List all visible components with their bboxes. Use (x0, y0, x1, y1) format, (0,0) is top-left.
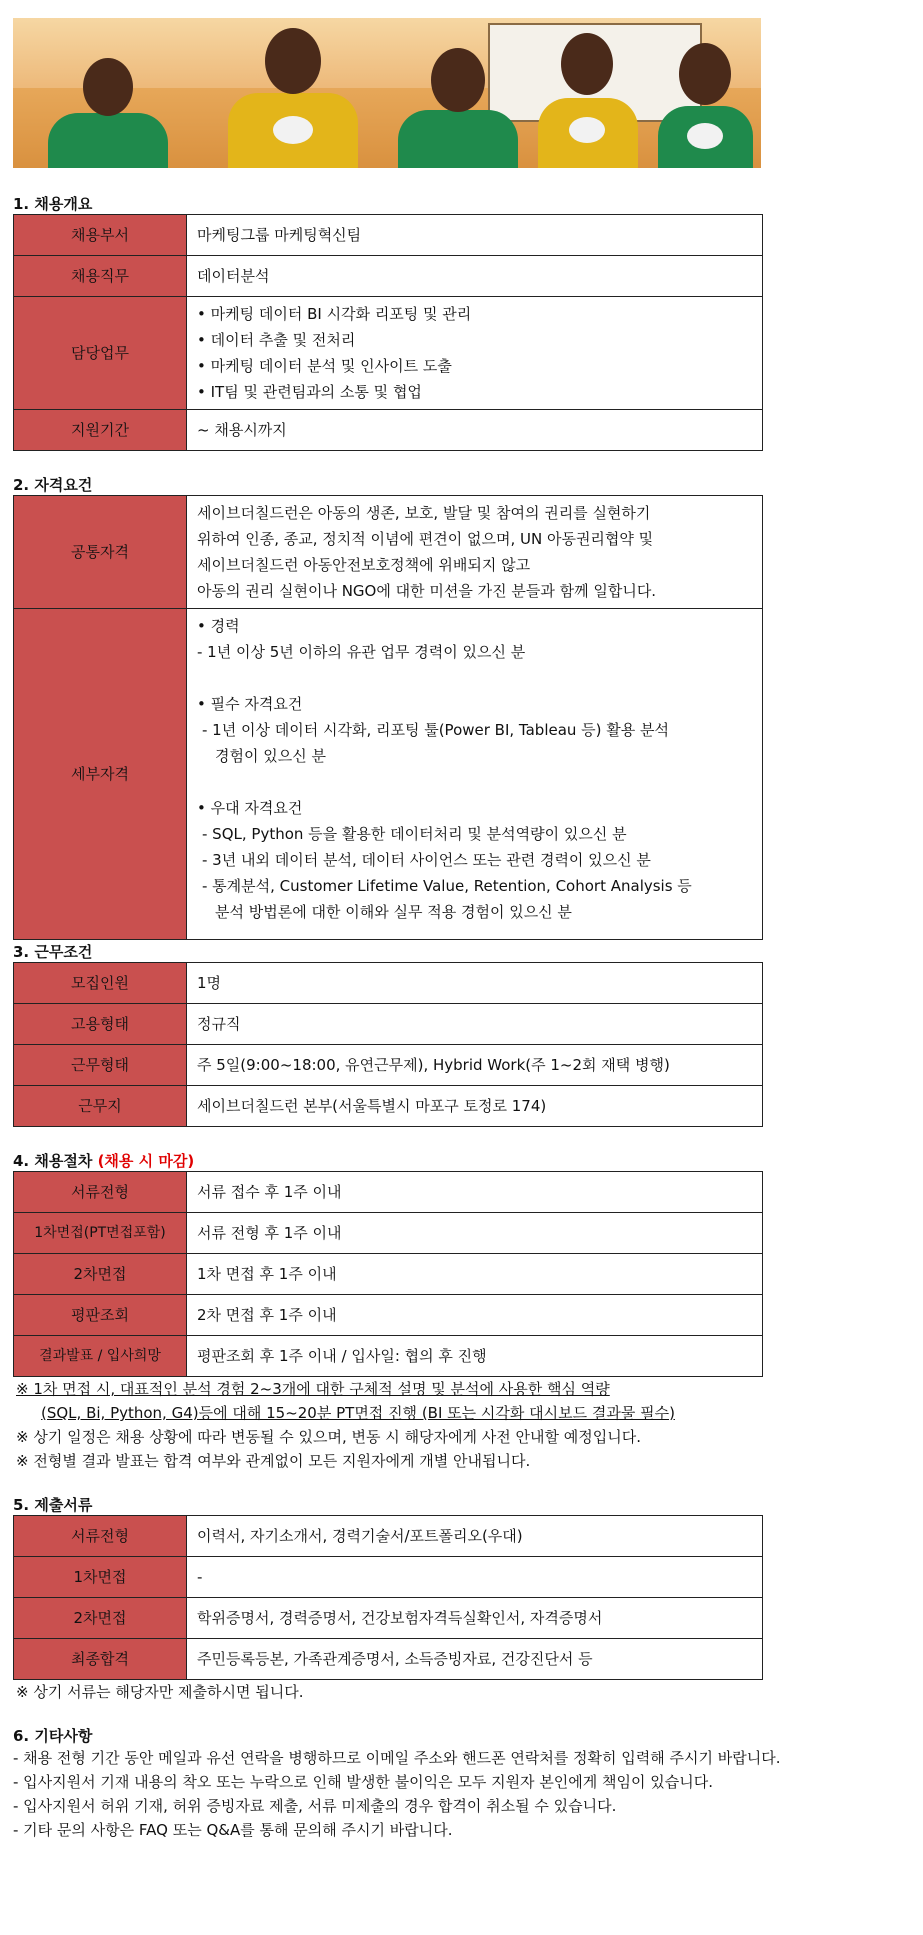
table-row (14, 215, 763, 256)
row-value: 1명 (187, 963, 763, 1004)
table-row (14, 1045, 763, 1086)
text-line: • 우대 자격요건 (197, 799, 303, 817)
row-value: 서류 접수 후 1주 이내 (187, 1172, 763, 1213)
text-line: - 통계분석, Customer Lifetime Value, Retention, Cohort Analysis 등 (202, 877, 692, 895)
table-row (14, 1557, 763, 1598)
row-value: 2차 면접 후 1주 이내 (187, 1295, 763, 1336)
list-item: • IT팀 및 관련팀과의 소통 및 협업 (197, 383, 422, 401)
table-row (14, 1516, 763, 1557)
child-figure (393, 48, 523, 168)
note: (SQL, Bi, Python, G4)등에 대해 15~20분 PT면접 진행 (BI 또는 시각화 대시보드 결과물 필수) (41, 1404, 675, 1422)
row-label: 결과발표 / 입사희망 (14, 1336, 187, 1377)
text-line: • 경력 (197, 617, 240, 635)
conditions-table (13, 962, 763, 1127)
list-item: • 마케팅 데이터 BI 시각화 리포팅 및 관리 (197, 305, 472, 323)
table-row (14, 609, 763, 940)
child-figure (223, 28, 363, 168)
note: - 입사지원서 기재 내용의 착오 또는 누락으로 인해 발생한 불이익은 모두 지원자 본인에게 책임이 있습니다. (13, 1773, 714, 1791)
note: - 기타 문의 사항은 FAQ 또는 Q&A를 통해 문의해 주시기 바랍니다. (13, 1821, 453, 1839)
row-value (187, 496, 763, 609)
section-title: 3. 근무조건 (13, 943, 93, 961)
row-value: 데이터분석 (187, 256, 763, 297)
row-label: 2차면접 (14, 1254, 187, 1295)
note: - 채용 전형 기간 동안 메일과 유선 연락을 병행하므로 이메일 주소와 핸드폰 연락처를 정확히 입력해 주시기 바랍니다. (13, 1749, 781, 1767)
row-label: 지원기간 (14, 410, 187, 451)
row-value: ~ 채용시까지 (187, 410, 763, 451)
section-title: 5. 제출서류 (13, 1496, 93, 1514)
table-row (14, 1639, 763, 1680)
section-title: 6. 기타사항 (13, 1727, 93, 1745)
note: ※ 전형별 결과 발표는 합격 여부와 관계없이 모든 지원자에게 개별 안내됩니다. (16, 1452, 531, 1470)
list-item: • 데이터 추출 및 전처리 (197, 331, 356, 349)
child-figure (533, 33, 643, 168)
row-value: 평판조회 후 1주 이내 / 입사일: 협의 후 진행 (187, 1336, 763, 1377)
table-row (14, 1598, 763, 1639)
row-label: 고용형태 (14, 1004, 187, 1045)
text-line: • 필수 자격요건 (197, 695, 303, 713)
table-row (14, 256, 763, 297)
text-line: 아동의 권리 실현이나 NGO에 대한 미션을 가진 분들과 함께 일합니다. (197, 582, 657, 600)
row-value (187, 297, 763, 410)
deadline-note: (채용 시 마감) (97, 1152, 195, 1170)
row-value: - (187, 1557, 763, 1598)
row-value: 주 5일(9:00~18:00, 유연근무제), Hybrid Work(주 1~2회 재택 병행) (187, 1045, 763, 1086)
row-value: 마케팅그룹 마케팅혁신팀 (187, 215, 763, 256)
row-label: 공통자격 (14, 496, 187, 609)
row-value: 정규직 (187, 1004, 763, 1045)
table-row (14, 1213, 763, 1254)
text-line: 분석 방법론에 대한 이해와 실무 적용 경험이 있으신 분 (215, 903, 572, 921)
child-figure (43, 58, 173, 168)
documents-table (13, 1515, 763, 1680)
table-row (14, 1254, 763, 1295)
list-item: • 마케팅 데이터 분석 및 인사이트 도출 (197, 357, 452, 375)
table-row (14, 1336, 763, 1377)
text-line: 위하여 인종, 종교, 정치적 이념에 편견이 없으며, UN 아동권리협약 및 (197, 530, 654, 548)
qualification-table (13, 495, 763, 940)
row-value: 이력서, 자기소개서, 경력기술서/포트폴리오(우대) (187, 1516, 763, 1557)
section-title (13, 1151, 910, 1171)
row-value: 서류 전형 후 1주 이내 (187, 1213, 763, 1254)
section-title-text: 4. 채용절차 (13, 1152, 93, 1170)
note: - 입사지원서 허위 기재, 허위 증빙자료 제출, 서류 미제출의 경우 합격이 취소될 수 있습니다. (13, 1797, 617, 1815)
row-label: 2차면접 (14, 1598, 187, 1639)
row-value: 학위증명서, 경력증명서, 건강보험자격득실확인서, 자격증명서 (187, 1598, 763, 1639)
row-value (187, 609, 763, 940)
row-label: 담당업무 (14, 297, 187, 410)
banner-photo (13, 18, 761, 168)
child-figure (653, 43, 758, 168)
table-row (14, 963, 763, 1004)
row-label: 최종합격 (14, 1639, 187, 1680)
note: ※ 1차 면접 시, 대표적인 분석 경험 2~3개에 대한 구체적 설명 및 분석에 사용한 핵심 역량 (16, 1380, 610, 1398)
row-label: 채용부서 (14, 215, 187, 256)
section-title: 1. 채용개요 (13, 195, 93, 213)
process-table (13, 1171, 763, 1377)
row-value: 세이브더칠드런 본부(서울특별시 마포구 토정로 174) (187, 1086, 763, 1127)
row-label: 채용직무 (14, 256, 187, 297)
table-row (14, 1172, 763, 1213)
table-row (14, 1086, 763, 1127)
text-line: 경험이 있으신 분 (215, 747, 326, 765)
table-row (14, 297, 763, 410)
note: ※ 상기 일정은 채용 상황에 따라 변동될 수 있으며, 변동 시 해당자에게 사전 안내할 예정입니다. (16, 1428, 641, 1446)
row-value: 1차 면접 후 1주 이내 (187, 1254, 763, 1295)
section-title: 2. 자격요건 (13, 476, 93, 494)
row-label: 서류전형 (14, 1172, 187, 1213)
row-label: 모집인원 (14, 963, 187, 1004)
note: ※ 상기 서류는 해당자만 제출하시면 됩니다. (16, 1683, 304, 1701)
text-line: - 1년 이상 데이터 시각화, 리포팅 툴(Power BI, Tableau 등) 활용 분석 (202, 721, 670, 739)
job-posting (13, 18, 910, 1842)
row-label: 평판조회 (14, 1295, 187, 1336)
row-label: 세부자격 (14, 609, 187, 940)
table-row (14, 1295, 763, 1336)
text-line: - SQL, Python 등을 활용한 데이터처리 및 분석역량이 있으신 분 (202, 825, 627, 843)
table-row (14, 1004, 763, 1045)
text-line: - 3년 내외 데이터 분석, 데이터 사이언스 또는 관련 경력이 있으신 분 (202, 851, 651, 869)
row-label: 근무지 (14, 1086, 187, 1127)
overview-table (13, 214, 763, 451)
row-label: 1차면접 (14, 1557, 187, 1598)
text-line: - 1년 이상 5년 이하의 유관 업무 경력이 있으신 분 (197, 643, 526, 661)
row-value: 주민등록등본, 가족관계증명서, 소득증빙자료, 건강진단서 등 (187, 1639, 763, 1680)
row-label: 1차면접(PT면접포함) (14, 1213, 187, 1254)
text-line: 세이브더칠드런 아동안전보호정책에 위배되지 않고 (197, 556, 531, 574)
table-row (14, 410, 763, 451)
row-label: 근무형태 (14, 1045, 187, 1086)
table-row (14, 496, 763, 609)
text-line: 세이브더칠드런은 아동의 생존, 보호, 발달 및 참여의 권리를 실현하기 (197, 504, 651, 522)
row-label: 서류전형 (14, 1516, 187, 1557)
